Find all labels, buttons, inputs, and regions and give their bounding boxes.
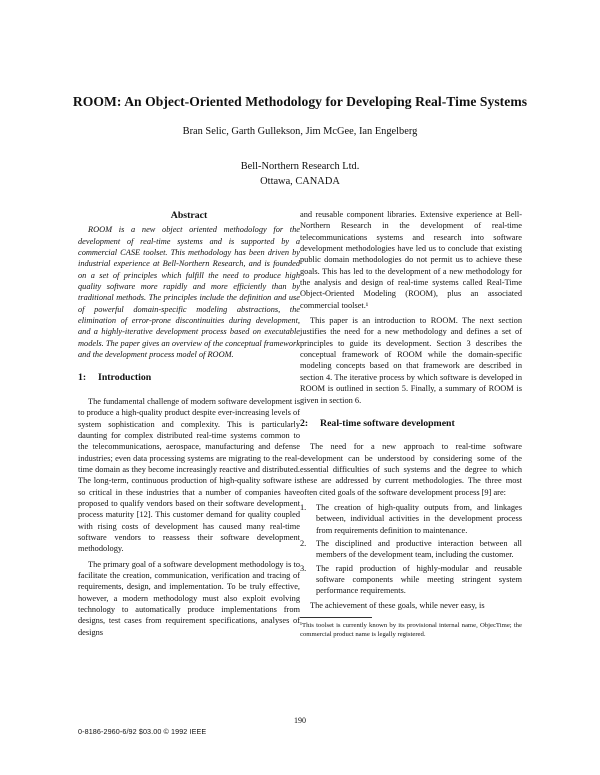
paper-title: ROOM: An Object-Oriented Methodology for Developing Real-Time Systems [72, 94, 528, 109]
abstract-heading: Abstract [170, 210, 208, 221]
goals-list [300, 502, 522, 597]
list-item-number: 3. [300, 563, 307, 573]
intro-paragraph-2: The primary goal of a software development methodology is to facilitate the creation, communication, verification and tracing of requirements, design, and implementation. To be truly effective, however, a modern methodology must also exploit evolving technology to automatically produce implementations from designs, test cases from requirement specifications, analyses of designs [78, 559, 300, 637]
list-item-number: 1. [300, 502, 307, 512]
list-item [300, 538, 522, 561]
section-1-heading [78, 372, 300, 383]
author-list: Bran Selic, Garth Gullekson, Jim McGee, Ian Engelberg [182, 126, 418, 137]
right-column [300, 209, 522, 639]
overview-paragraph: This paper is an introduction to ROOM. The next section justifies the need for a new methodology and defines a set of principles to guide its development. Section 3 describes the conceptual framework of ROOM while the domain-specific modeling concepts based on that framework are described in section 4. The iterative process by which software is developed in ROOM is outlined in section 5. Finally, a summary of ROOM is given in section 6. [300, 316, 522, 405]
affiliation-location: Ottawa, CANADA [260, 176, 340, 187]
section-1-title: Introduction [98, 372, 152, 384]
section-2-heading [300, 418, 522, 429]
list-item-text: The creation of high-quality outputs from, and linkages between, individual activities in the development process from requirements definition to maintenance. [316, 502, 522, 535]
section-2-number: 2: [300, 417, 309, 429]
abstract-text: ROOM is a new object oriented methodology for the development of real-time systems and is supported by a commercial CASE toolset. This methodology has been driven by industrial experience at Bell-Northern Research, and is founded on a set of principles which fulfill the need to produce high quality software more rapidly and more efficiently than by traditional methods. The principles include the definition and use of powerful domain-specific modeling abstractions, the elimination of error-prone discontinuities during development, and a highly-iterative development process based on executable models. The paper gives an overview of the conceptual framework and the development process model of ROOM. [78, 225, 300, 360]
section-2-closing: The achievement of these goals, while never easy, is [310, 600, 485, 610]
list-item-text: The rapid production of highly-modular and reusable software components while meeting stringent system performance requirements. [316, 563, 522, 596]
footnote: ¹This toolset is currently known by its provisional internal name, ObjecTime; the commercial product name is legally registered. [300, 622, 522, 638]
section-1-number: 1: [78, 372, 87, 384]
copyright-line: 0-8186-2960-6/92 $03.00 © 1992 IEEE [78, 727, 207, 736]
section-2-intro: The need for a new approach to real-time software development can be understood by considering some of the essential difficulties of such systems and the degree to which these are addressed by current methodologies. The three most often cited goals of the software development process [9] are: [300, 442, 522, 497]
affiliation-org: Bell-Northern Research Ltd. [240, 161, 360, 172]
left-column [78, 210, 300, 642]
list-item-number: 2. [300, 538, 307, 548]
continued-paragraph: and reusable component libraries. Extensive experience at Bell-Northern Research in the development of real-time telecommunications systems and research into software development methodologies have led us to conclude that existing public domain methodologies do not permit us to achieve these goals. This has led to the development of a new methodology for the analysis and design of real-time systems called Real-Time Object-Oriented Modeling (ROOM), plus an associated commercial toolset.¹ [300, 210, 522, 310]
intro-paragraph-1: The fundamental challenge of modern software development is to produce a high-quality product despite ever-increasing levels of system sophistication and complexity. This is particularly daunting for complex distributed real-time systems common to the telecommunications, aerospace, manufacturing and defense industries; even data processing systems are migrating to the real-time domain as they become increasingly reactive and distributed. The long-term, continuous production of high-quality software is so critical in these industries that a number of companies have proposed to qualify vendors based on their software development process maturity [12]. This customer demand for quality coupled with rising costs of development has caused many real-time software vendors to reassess their software development methodology. [78, 396, 300, 554]
list-item [300, 563, 522, 597]
affiliation [0, 159, 600, 189]
section-2-title: Real-time software development [320, 417, 455, 429]
page-number: 190 [294, 716, 306, 725]
list-item-text: The disciplined and productive interaction between all members of the development team, including the customer. [316, 538, 522, 560]
footnote-divider [300, 617, 372, 618]
list-item [300, 502, 522, 536]
